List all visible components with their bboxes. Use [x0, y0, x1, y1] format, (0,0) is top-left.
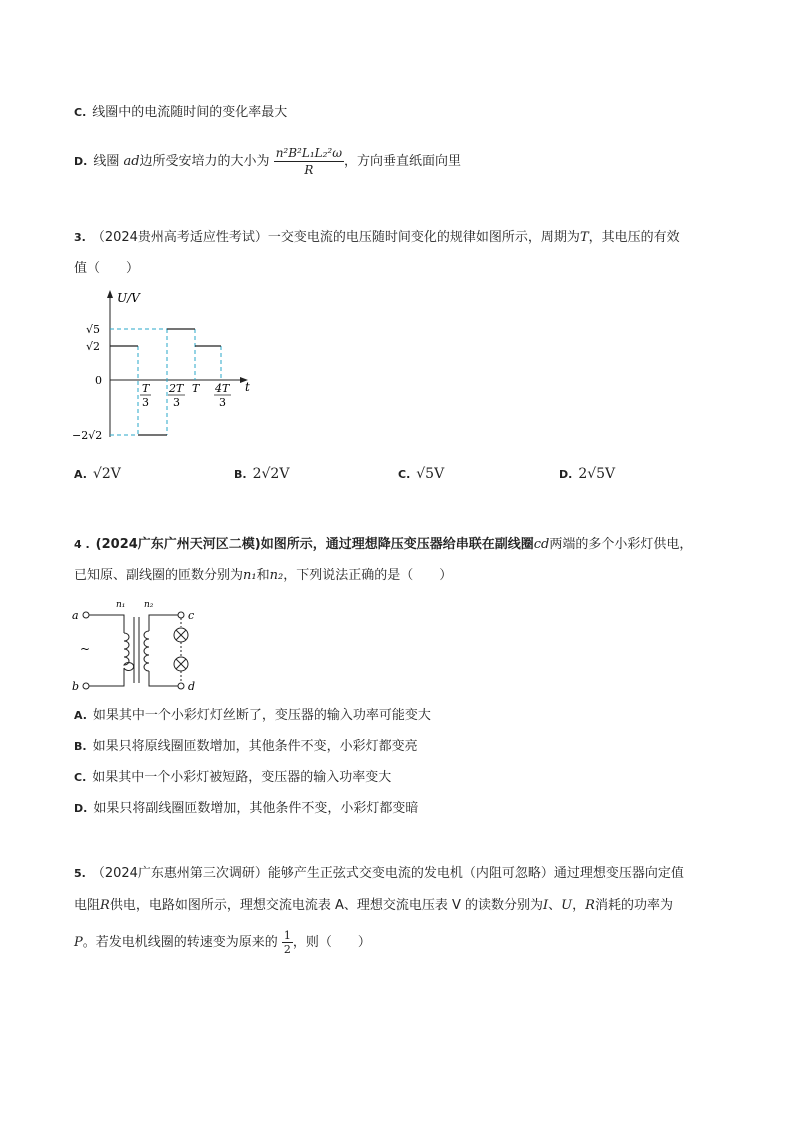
option-label: C.: [74, 771, 87, 784]
var-cd: cd: [533, 537, 550, 552]
q2-option-c: [74, 104, 287, 122]
q4-option-c: [74, 769, 391, 787]
secondary-wire-top: [149, 615, 178, 631]
q3-option-c: [398, 466, 444, 482]
option-label: D.: [559, 468, 573, 481]
var-ad: ad: [123, 154, 140, 169]
var-R: R: [100, 898, 110, 913]
option-label: D.: [74, 155, 88, 168]
option-text: 线圈中的电流随时间的变化率最大: [92, 105, 288, 120]
option-label: B.: [234, 468, 247, 481]
question-text: (2024广东广州天河区二模)如图所示，通过理想降压变压器给串联在副线圈: [95, 537, 534, 552]
q3-stem-line2: [74, 260, 139, 278]
var-P: P: [74, 935, 83, 950]
xtick-T: T: [192, 382, 200, 395]
voltage-waveform: [110, 329, 221, 435]
option-text: 2√2V: [252, 466, 290, 482]
question-text: 已知原、副线圈的匝数分别为: [74, 568, 244, 583]
option-label: A.: [74, 468, 87, 481]
speed-fraction: [282, 929, 293, 956]
question-number: 3.: [74, 231, 86, 244]
label-a: a: [72, 609, 79, 622]
origin-label: 0: [95, 374, 102, 387]
option-text: 2√5V: [578, 466, 616, 482]
option-text: 如果其中一个小彩灯被短路，变压器的输入功率变大: [92, 770, 392, 785]
fraction-denominator: 2: [283, 943, 291, 956]
q4-option-a: [74, 707, 431, 725]
option-text: 边所受安培力的大小为: [139, 154, 270, 169]
question-number: 4 .: [74, 538, 90, 551]
terminal-b: [83, 683, 89, 689]
option-text: ，方向垂直纸面向里: [344, 154, 462, 169]
guide-lines: [110, 329, 221, 435]
q3-option-a: [74, 466, 121, 482]
option-label: B.: [74, 740, 87, 753]
option-label: A.: [74, 709, 87, 722]
question-text: （2024广东惠州第三次调研）能够产生正弦式交变电流的发电机（内阻可忽略）通过理想变压器向定值: [91, 866, 684, 881]
ac-source-icon: ~: [80, 642, 91, 656]
xtick-T3-num: T: [142, 382, 150, 395]
question-text: 消耗的功率为: [594, 898, 673, 913]
option-text: √2V: [92, 466, 121, 482]
q4-stem-line2: [74, 567, 452, 585]
xtick-4T3-den: 3: [219, 396, 226, 409]
xtick-2T3-num: 2T: [169, 382, 184, 395]
ytick-neg2sqrt2: −2√2: [72, 429, 103, 442]
q3-option-b: [234, 466, 289, 482]
terminal-d: [178, 683, 184, 689]
option-label: C.: [74, 106, 87, 119]
question-text: 电阻: [74, 898, 101, 913]
option-label: C.: [398, 468, 411, 481]
option-text: 如果其中一个小彩灯灯丝断了，变压器的输入功率可能变大: [92, 708, 431, 723]
var-T: T: [579, 230, 589, 245]
label-c: c: [188, 609, 195, 622]
terminal-a: [83, 612, 89, 618]
fraction-numerator: n²B²L₁L₂²ω: [275, 146, 343, 160]
fraction-denominator: R: [304, 163, 314, 177]
force-fraction: [274, 145, 344, 178]
option-label: D.: [74, 802, 88, 815]
option-text: 如果只将原线圈匝数增加，其他条件不变，小彩灯都变亮: [92, 739, 418, 754]
y-axis-arrow-icon: [107, 290, 113, 298]
var-n2: n₂: [269, 568, 284, 583]
q4-option-d: [74, 800, 418, 818]
q3-option-d: [559, 466, 615, 482]
x-tick-labels: [140, 382, 231, 409]
question-text: ，下列说法正确的是（ ）: [283, 568, 453, 583]
voltage-time-graph: [70, 285, 260, 450]
question-text: 。若发电机线圈的转速变为原来的: [82, 935, 278, 950]
label-n2: n₂: [144, 600, 154, 610]
ytick-sqrt2: √2: [86, 340, 101, 353]
q4-option-b: [74, 738, 418, 756]
xtick-4T3-num: 4T: [215, 382, 230, 395]
var-I: I: [543, 898, 549, 913]
question-text: 和: [256, 568, 270, 583]
secondary-wire-bottom: [149, 671, 178, 686]
question-text: 两端的多个小彩灯供电，: [549, 537, 693, 552]
primary-wire-top: [89, 615, 124, 633]
question-text: 值（ ）: [74, 261, 140, 276]
var-n1: n₁: [243, 568, 257, 583]
x-axis-label: t: [245, 380, 250, 394]
question-text: （2024贵州高考适应性考试）一交变电流的电压随时间变化的规律如图所示，周期为: [91, 230, 580, 245]
terminal-c: [178, 612, 184, 618]
secondary-coil: [144, 631, 149, 671]
label-n1: n₁: [116, 600, 126, 610]
question-text: 供电，电路如图所示，理想交流电流表 A、理想交流电压表 V 的读数分别为: [109, 898, 543, 913]
option-text: 如果只将副线圈匝数增加，其他条件不变，小彩灯都变暗: [93, 801, 419, 816]
transformer-circuit: [70, 595, 200, 695]
ytick-sqrt5: √5: [86, 323, 101, 336]
var-R: R: [585, 898, 595, 913]
label-b: b: [72, 680, 80, 693]
question-text: ，其电压的有效: [588, 230, 680, 245]
option-text: √5V: [416, 466, 445, 482]
fraction-numerator: 1: [283, 929, 291, 942]
q5-stem-line2: [74, 897, 673, 915]
q4-stem-line1: [74, 536, 692, 554]
q2-option-d: [74, 145, 461, 179]
question-number: 5.: [74, 867, 86, 880]
xtick-T3-den: 3: [142, 396, 149, 409]
question-text: 、: [548, 898, 562, 913]
option-text: 线圈: [93, 154, 120, 169]
question-text: ，: [572, 898, 586, 913]
xtick-2T3-den: 3: [173, 396, 180, 409]
q5-stem-line3: [74, 928, 371, 958]
y-axis-label: U/V: [117, 291, 140, 305]
primary-coil: [124, 633, 134, 671]
q5-stem-line1: [74, 865, 684, 883]
q3-stem-line1: [74, 229, 680, 247]
var-U: U: [561, 898, 573, 913]
question-text: ，则（ ）: [292, 935, 371, 950]
label-d: d: [188, 680, 196, 693]
primary-wire-bottom: [89, 668, 124, 686]
